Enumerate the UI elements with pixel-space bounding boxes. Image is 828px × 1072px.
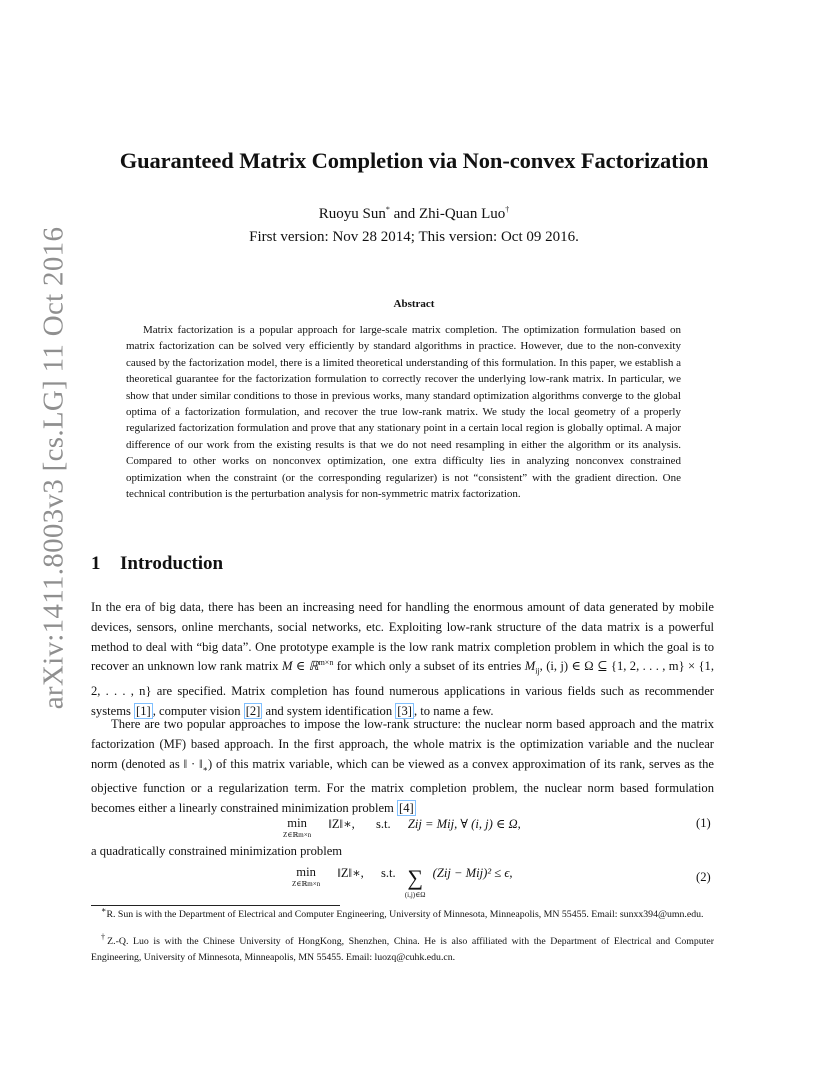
author-line: [0, 206, 828, 223]
abstract-body: Matrix factorization is a popular approach for large-scale matrix completion. The optimization formulation based on matrix factorization can be solved very efficiently by standard algorithms in practice. However, due to the non-convexity caused by the factorization model, there is a limited theoretical understanding of this formulation. In this paper, we establish a theoretical guarantee for the factorization formulation to correctly recover the underlying low-rank matrix. In particular, we show that under similar conditions to those in previous works, many standard optimization algorithms converge to the global optima of a factorization formulation, and recover the true low-rank matrix. We study the local geometry of a properly regularized factorization formulation and prove that any stationary point in a certain local region is globally optimal. A major difference of our work from the existing results is that we do not need resampling in either the algorithm or its analysis. Compared to other works on nonconvex optimization, one extra difficulty lies in analyzing nonconvex constrained optimization when the constraint (or the corresponding regularizer) is not “consistent” with the gradient direction. One technical contribution is the perturbation analysis for non-symmetric matrix factorization.: [126, 324, 681, 501]
equation-1: [283, 816, 521, 839]
text-run: are specified. Matrix completion has found numerous applications in various fields such as recommender systems: [91, 683, 714, 718]
math-subscript: ∗: [202, 764, 208, 774]
min-subscript: Z∈ℝm×n: [292, 880, 321, 888]
author-name: Zhi-Quan Luo: [419, 206, 506, 222]
section-heading: [91, 553, 223, 575]
section-number: 1: [91, 553, 101, 574]
constraint: (Zij − Mij)² ≤ ϵ,: [432, 866, 513, 880]
math-inline: M: [524, 659, 536, 674]
text-run: In the era of big data, there has been an increasing need for handling the enormous amount of data generated by mobile devices, sensors, online merchants, social networks, etc. Exploiting low-rank structure of the data matrix is a powerful method to deal with “big data”. One prototype example is the low rank matrix completion problem in which the goal is to recover an unknown low rank matrix: [91, 600, 714, 674]
footnote-marker: ∗: [101, 905, 107, 915]
min-operator: [292, 865, 320, 888]
footnote-text: Z.-Q. Luo is with the Chinese University of HongKong, Shenzhen, China. He is also affiliated with the Department of Electrical and Computer Engineering, University of Minnesota, Minneapolis, MN 55455. Email: luozq@cuhk.edu.cn.: [91, 936, 714, 963]
st-label: s.t.: [380, 866, 396, 880]
text-run: , to name a few.: [413, 703, 494, 718]
equation-2: [292, 865, 513, 899]
math-inline: M ∈ ℝ: [282, 659, 319, 674]
footnote-1: [91, 907, 714, 923]
intro-paragraph-1: [91, 598, 714, 721]
text-run: ) of this matrix variable, which can be viewed as a convex approximation of its rank, serves as the objective function or a regularization term. For the matrix completion problem, the nuclear norm based formulation becomes either a linearly constrained minimization problem: [91, 756, 714, 815]
abstract-heading: Abstract: [393, 298, 435, 310]
footnote-marker: *: [385, 205, 390, 214]
math-subscript: ij: [535, 666, 540, 676]
sum-symbol: ∑: [407, 865, 424, 890]
text-run: There are two popular approaches to impose the low-rank structure: the nuclear norm based approach and the matrix factorization (MF) based approach. In the first approach, the whole matrix is the optimization variable and the nuclear norm (denoted as ‖ · ‖: [91, 717, 714, 771]
st-label: s.t.: [375, 817, 391, 831]
citation-link[interactable]: [3]: [397, 703, 412, 718]
equation-number: (1): [696, 816, 711, 830]
objective: ‖Z‖∗,: [337, 866, 364, 880]
author-separator: and: [389, 206, 420, 222]
paper-title: Guaranteed Matrix Completion via Non-convex Factorization: [119, 148, 709, 173]
author-name: Ruoyu Sun: [318, 206, 386, 222]
citation-link[interactable]: [2]: [245, 703, 261, 718]
citation-link[interactable]: [1]: [136, 703, 151, 718]
citation-link[interactable]: [4]: [399, 800, 414, 815]
math-superscript: m×n: [318, 658, 334, 668]
math-inline: , (i, j) ∈ Ω ⊆ {1, 2, . . . , m} × {1, 2, . . . , n}: [91, 659, 714, 698]
version-line: First version: Nov 28 2014; This version: Oct 09 2016.: [249, 229, 579, 245]
min-subscript: Z∈ℝm×n: [283, 831, 312, 839]
min-label: min: [296, 865, 316, 879]
sum-operator: [405, 865, 426, 899]
connecting-text: a quadratically constrained minimization problem: [91, 844, 343, 858]
constraint: Zij = Mij, ∀ (i, j) ∈ Ω,: [407, 817, 521, 831]
arxiv-identifier: arXiv:1411.8003v3 [cs.LG] 11 Oct 2016: [37, 226, 70, 710]
footnote-marker: †: [101, 932, 108, 942]
intro-paragraph-2: [91, 715, 714, 819]
footnote-marker: †: [505, 205, 510, 214]
min-label: min: [287, 816, 307, 830]
text-run: and system identification: [262, 703, 396, 718]
sum-subscript: (i,j)∈Ω: [404, 891, 426, 899]
equation-number: (2): [696, 870, 711, 884]
min-operator: [283, 816, 311, 839]
footnote-rule: [91, 905, 340, 906]
footnote-2: [91, 934, 714, 965]
section-title: Introduction: [120, 553, 224, 574]
text-run: , computer vision: [152, 703, 244, 718]
text-run: for which only a subset of its entries: [333, 659, 525, 674]
footnote-text: R. Sun is with the Department of Electrical and Computer Engineering, University of Minnesota, Minneapolis, MN 55455. Email: sunxx394@umn.edu.: [106, 909, 704, 920]
objective: ‖Z‖∗,: [328, 817, 355, 831]
